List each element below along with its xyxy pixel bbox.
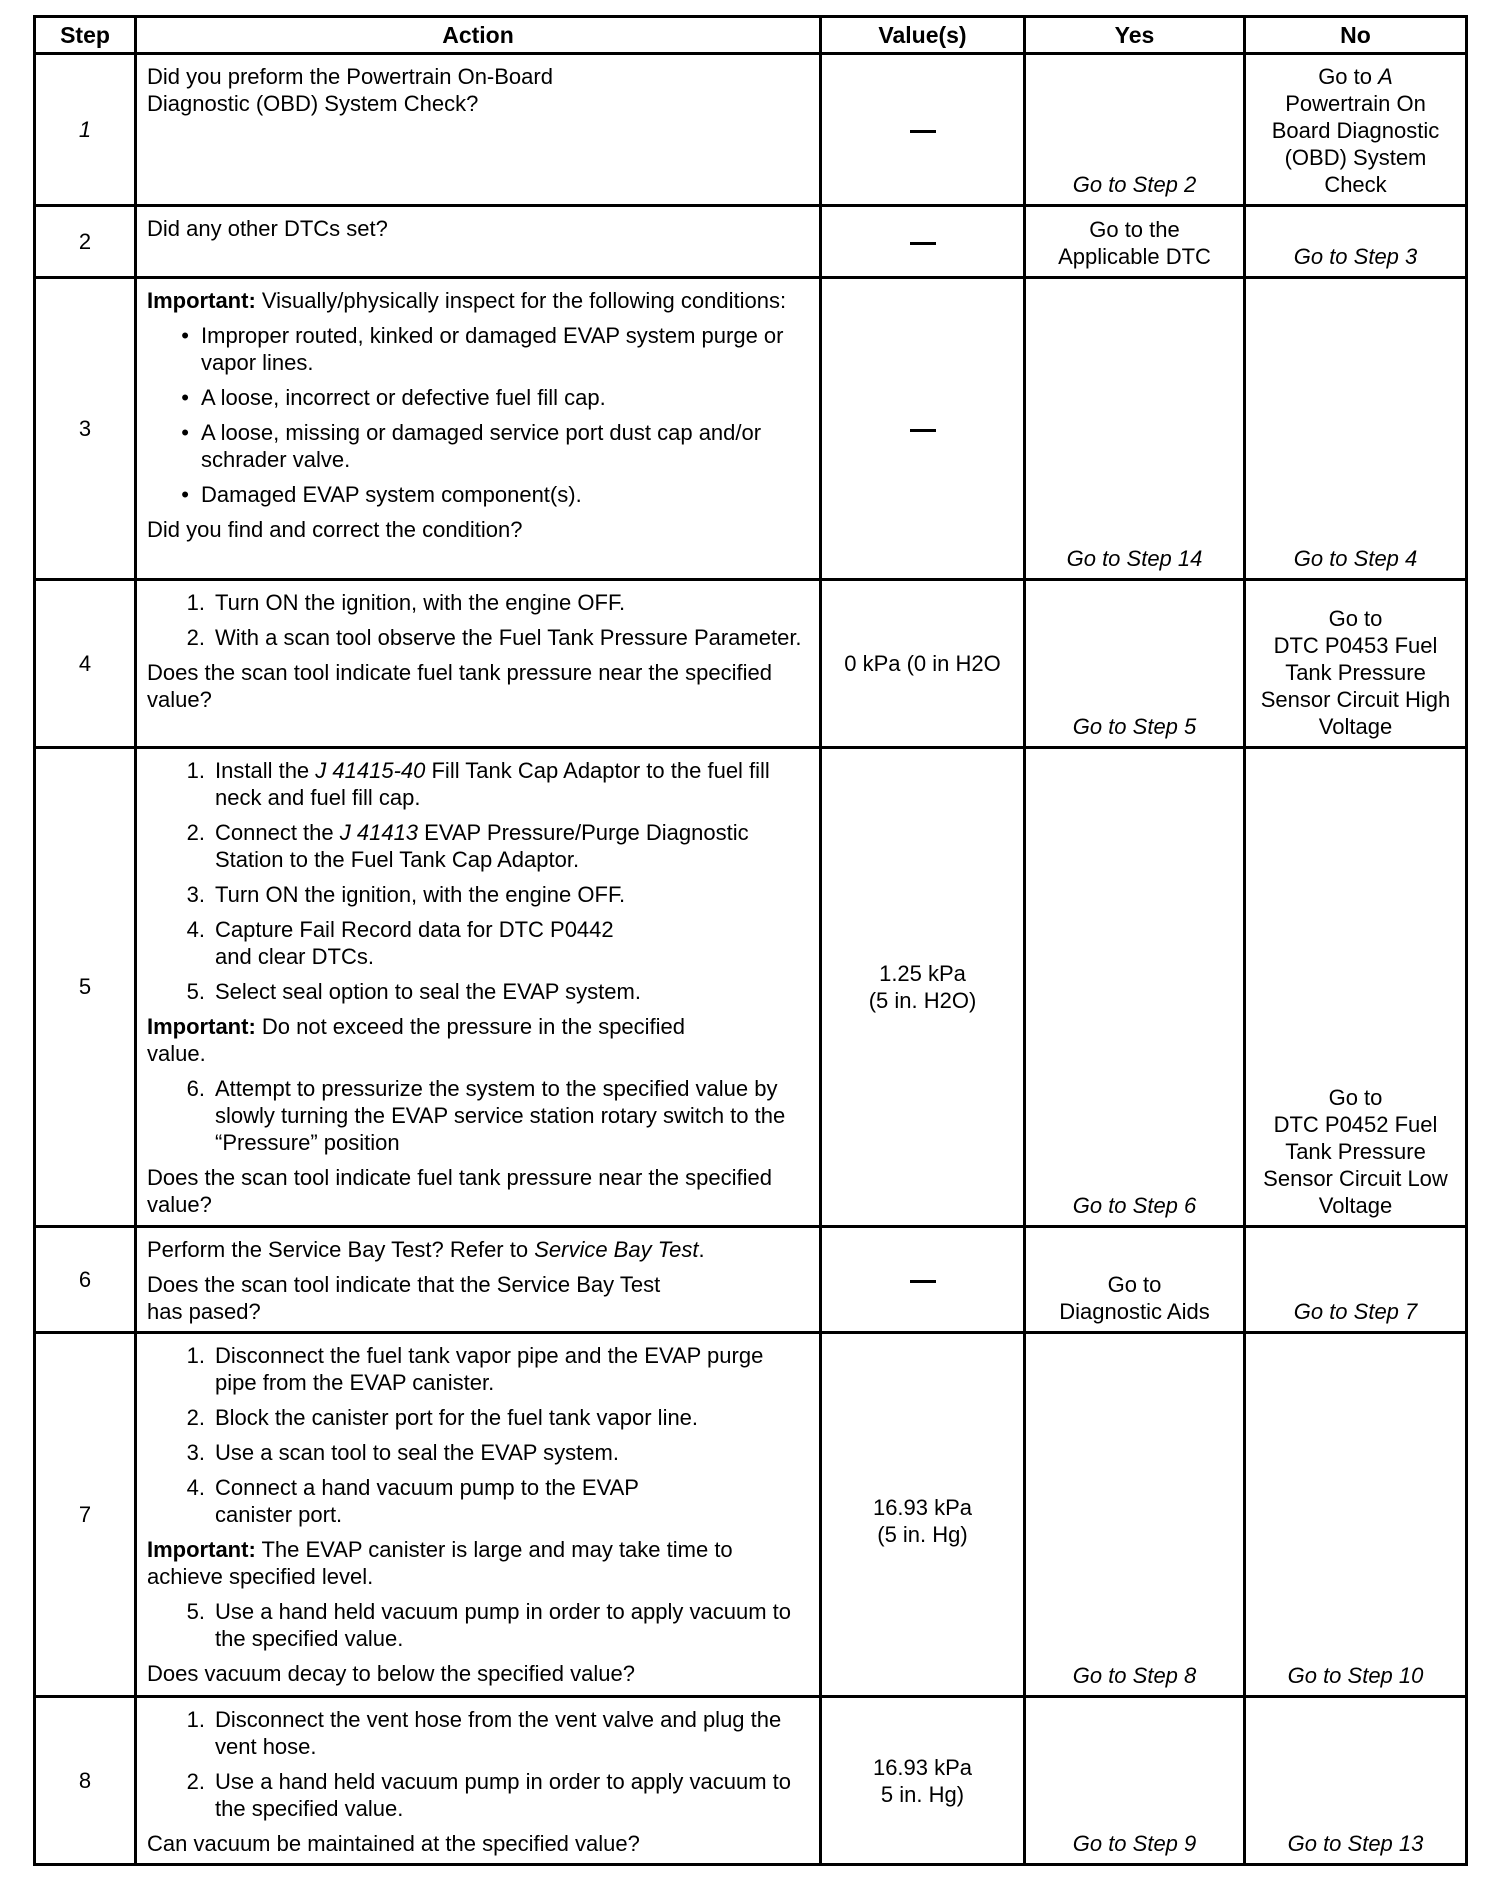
yes-link[interactable] — [1025, 1227, 1245, 1333]
step-number: 3 — [35, 278, 136, 580]
item-number: 4. — [186, 917, 205, 942]
bullet-icon: • — [181, 482, 189, 507]
numbered-item — [147, 1404, 811, 1431]
item-text: Block the canister port for the fuel tank vapor line. — [215, 1405, 699, 1430]
action-cell — [136, 206, 821, 278]
table-row — [35, 1697, 1467, 1865]
important-note — [147, 1536, 811, 1590]
yes-link[interactable]: Go to Step 14 — [1025, 278, 1245, 580]
action-cell — [136, 1333, 821, 1697]
table-row — [35, 748, 1467, 1227]
yes-link[interactable]: Go to Step 2 — [1025, 54, 1245, 206]
item-number: 4. — [186, 1475, 205, 1500]
action-cell — [136, 54, 821, 206]
bullet-item — [147, 481, 811, 508]
item-text: Select seal option to seal the EVAP system. — [215, 979, 641, 1004]
bullet-item — [147, 419, 811, 473]
item-text: Connect the — [215, 820, 340, 845]
action-paragraph — [147, 1236, 811, 1263]
item-text: Connect a hand vacuum pump to the EVAP canister port. — [215, 1475, 639, 1527]
no-lead: Go to — [1328, 606, 1383, 631]
numbered-item — [147, 1439, 811, 1466]
yes-line-2: Applicable DTC — [1058, 244, 1211, 269]
table-row — [35, 206, 1467, 278]
yes-link[interactable]: Go to Step 8 — [1025, 1333, 1245, 1697]
item-number: 1. — [186, 758, 205, 783]
numbered-item — [147, 1075, 811, 1156]
no-link[interactable] — [1245, 748, 1467, 1227]
value-line-2: (5 in. H2O) — [868, 988, 977, 1013]
value-cell — [821, 1227, 1025, 1333]
tool-number: J 41413 — [339, 820, 419, 845]
item-number: 3. — [186, 1440, 205, 1465]
header-row — [35, 17, 1467, 54]
action-question: Does the scan tool indicate that the Service Bay Test has pased? — [147, 1272, 661, 1324]
action-question: Does the scan tool indicate fuel tank pressure near the specified value? — [147, 660, 772, 712]
item-number: 2. — [186, 820, 205, 845]
value-cell — [821, 748, 1025, 1227]
item-text: EVAP Pressure/Purge Diagnostic Station to the Fuel Tank Cap Adaptor. — [215, 820, 749, 872]
action-text: Perform the Service Bay Test? Refer to — [147, 1237, 535, 1262]
table-row — [35, 278, 1467, 580]
action-question: Did any other DTCs set? — [147, 216, 388, 241]
no-link[interactable]: Go to Step 10 — [1245, 1333, 1467, 1697]
value-cell — [821, 1333, 1025, 1697]
item-text: Capture Fail Record data for DTC P0442 and clear DTCs. — [215, 917, 614, 969]
header-yes: Yes — [1025, 17, 1245, 54]
item-number: 2. — [186, 1405, 205, 1430]
no-link[interactable]: Go to Step 4 — [1245, 278, 1467, 580]
value-line-1: 16.93 kPa — [872, 1754, 973, 1780]
item-text: Disconnect the fuel tank vapor pipe and the EVAP purge pipe from the EVAP canister. — [215, 1343, 764, 1395]
item-text: Use a hand held vacuum pump in order to apply vacuum to the specified value. — [215, 1599, 791, 1651]
no-link[interactable]: Go to Step 3 — [1245, 206, 1467, 278]
no-link[interactable]: Go to Step 13 — [1245, 1697, 1467, 1865]
dash-value — [910, 429, 936, 432]
table-row — [35, 1333, 1467, 1697]
action-question: Did you find and correct the condition? — [147, 517, 523, 542]
table-row — [35, 580, 1467, 748]
bullet-icon: • — [181, 385, 189, 410]
dash-value — [910, 130, 936, 133]
item-number: 2. — [186, 625, 205, 650]
bullet-text: A loose, incorrect or defective fuel fill cap. — [201, 385, 606, 410]
item-number: 2. — [186, 1769, 205, 1794]
step-number: 4 — [35, 580, 136, 748]
important-label: Important: — [147, 1014, 256, 1039]
header-value: Value(s) — [821, 17, 1025, 54]
table-row — [35, 1227, 1467, 1333]
important-note — [147, 1013, 687, 1067]
value-line-1: 16.93 kPa — [872, 1495, 973, 1520]
value-line-1: 1.25 kPa — [879, 961, 966, 986]
step-number: 2 — [35, 206, 136, 278]
action-cell — [136, 580, 821, 748]
numbered-item — [147, 1768, 811, 1822]
action-text: . — [698, 1237, 705, 1262]
no-link-text: DTC P0452 Fuel Tank Pressure Sensor Circuit Low Voltage — [1263, 1112, 1448, 1218]
value-cell — [821, 54, 1025, 206]
step-number: 1 — [35, 54, 136, 206]
bullet-text: A loose, missing or damaged service port dust cap and/or schrader valve. — [201, 420, 762, 472]
no-link[interactable]: Go to Step 7 — [1245, 1227, 1467, 1333]
diagnostic-table — [33, 15, 1468, 1866]
action-question: Did you preform the Powertrain On-Board Diagnostic (OBD) System Check? — [147, 64, 553, 116]
item-text: Use a scan tool to seal the EVAP system. — [215, 1440, 619, 1465]
item-text: Disconnect the vent hose from the vent valve and plug the vent hose. — [215, 1707, 782, 1759]
item-text: With a scan tool observe the Fuel Tank Pressure Parameter. — [215, 625, 802, 650]
step-number: 6 — [35, 1227, 136, 1333]
bullet-item — [147, 384, 811, 411]
numbered-item — [147, 819, 811, 873]
value-line-2: 5 in. Hg) — [880, 1781, 965, 1807]
yes-link[interactable] — [1025, 206, 1245, 278]
item-number: 3. — [186, 882, 205, 907]
item-number: 1. — [186, 590, 205, 615]
action-cell — [136, 748, 821, 1227]
bullet-text: Damaged EVAP system component(s). — [201, 482, 582, 507]
item-text: Attempt to pressurize the system to the specified value by slowly turning the EVAP service station rotary switch to the “Pressure” position — [215, 1076, 786, 1155]
numbered-item — [147, 1474, 811, 1528]
item-text: Turn ON the ignition, with the engine OFF. — [215, 882, 626, 907]
service-bay-test-link[interactable]: Service Bay Test — [534, 1237, 699, 1262]
action-cell — [136, 1227, 821, 1333]
item-text: Install the — [215, 758, 316, 783]
dash-value — [910, 242, 936, 245]
no-link-a: A — [1378, 64, 1393, 89]
item-text: Fill Tank Cap Adaptor to the fuel fill neck and fuel fill cap. — [215, 758, 770, 810]
step-number: 8 — [35, 1697, 136, 1865]
important-text: Visually/physically inspect for the following conditions: — [255, 288, 787, 313]
no-link[interactable] — [1245, 580, 1467, 748]
numbered-item — [147, 881, 811, 908]
numbered-item — [147, 916, 811, 970]
numbered-item — [147, 757, 811, 811]
value-cell — [821, 278, 1025, 580]
no-link-rest: Powertrain On Board Diagnostic (OBD) System Check — [1271, 91, 1440, 197]
important-label: Important: — [147, 288, 256, 313]
bullet-text: Improper routed, kinked or damaged EVAP system purge or vapor lines. — [201, 323, 784, 375]
yes-link[interactable]: Go to Step 6 — [1025, 748, 1245, 1227]
dash-value — [910, 1280, 936, 1283]
important-label: Important: — [147, 1537, 256, 1562]
important-text: The EVAP canister is large and may take time to achieve specified level. — [147, 1537, 733, 1589]
item-number: 6. — [186, 1076, 205, 1101]
header-step: Step — [35, 17, 136, 54]
action-cell — [136, 278, 821, 580]
tool-number: J 41415-40 — [315, 758, 426, 783]
item-number: 5. — [186, 979, 205, 1004]
yes-line-1: Go to — [1107, 1272, 1162, 1297]
item-number: 5. — [186, 1599, 205, 1624]
value-line-2: (5 in. Hg) — [877, 1522, 968, 1547]
yes-link[interactable]: Go to Step 9 — [1025, 1697, 1245, 1865]
numbered-item — [147, 624, 811, 651]
yes-line-1: Go to the — [1089, 217, 1180, 242]
numbered-item — [147, 589, 811, 616]
action-question: Does the scan tool indicate fuel tank pressure near the specified value? — [147, 1165, 772, 1217]
item-text: Use a hand held vacuum pump in order to apply vacuum to the specified value. — [215, 1769, 791, 1821]
item-text: Turn ON the ignition, with the engine OFF. — [215, 590, 626, 615]
numbered-item — [147, 1706, 811, 1760]
numbered-item — [147, 1342, 811, 1396]
yes-link[interactable]: Go to Step 5 — [1025, 580, 1245, 748]
value-cell — [821, 206, 1025, 278]
yes-line-2: Diagnostic Aids — [1059, 1299, 1210, 1324]
header-action: Action — [136, 17, 821, 54]
step-number: 7 — [35, 1333, 136, 1697]
action-question: Can vacuum be maintained at the specified value? — [147, 1831, 640, 1856]
header-no: No — [1245, 17, 1467, 54]
no-link-text: DTC P0453 Fuel Tank Pressure Sensor Circuit High Voltage — [1260, 633, 1451, 739]
value-cell — [821, 1697, 1025, 1865]
numbered-item — [147, 1598, 811, 1652]
table-row — [35, 54, 1467, 206]
important-note — [147, 287, 811, 314]
action-cell — [136, 1697, 821, 1865]
no-link[interactable] — [1245, 54, 1467, 206]
no-lead: Go to — [1318, 64, 1379, 89]
item-number: 1. — [186, 1343, 205, 1368]
no-lead: Go to — [1328, 1085, 1383, 1110]
important-text: Do not exceed the pressure in the specified value. — [147, 1014, 686, 1066]
bullet-icon: • — [181, 323, 189, 348]
bullet-icon: • — [181, 420, 189, 445]
numbered-item — [147, 978, 811, 1005]
step-number: 5 — [35, 748, 136, 1227]
bullet-item — [147, 322, 811, 376]
action-question: Does vacuum decay to below the specified value? — [147, 1661, 635, 1686]
item-number: 1. — [186, 1707, 205, 1732]
value-cell: 0 kPa (0 in H2O — [821, 580, 1025, 748]
